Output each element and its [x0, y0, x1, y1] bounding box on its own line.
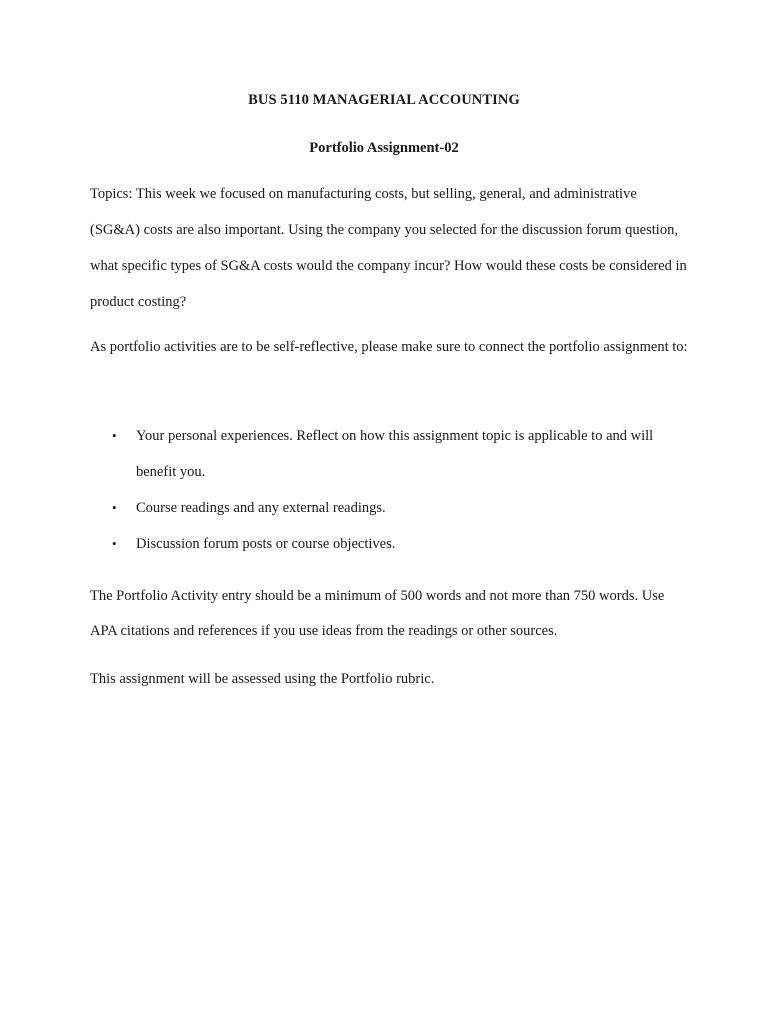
- list-item-text: Your personal experiences. Reflect on how this assignment topic is applicable to and will benefit you.: [136, 428, 654, 480]
- list-item: [90, 490, 690, 526]
- bullet-icon: •: [112, 428, 117, 443]
- length-requirements-paragraph: The Portfolio Activity entry should be a minimum of 500 words and not more than 750 words. Use APA citations and references if you use ideas from the readings or other sources.: [90, 588, 665, 639]
- list-item: [90, 526, 690, 562]
- reflection-paragraph: As portfolio activities are to be self-reflective, please make sure to connect the portfolio assignment to:: [90, 339, 688, 355]
- bullet-icon: •: [112, 500, 117, 515]
- assignment-title: Portfolio Assignment-02: [309, 140, 459, 156]
- bullet-icon: •: [112, 536, 117, 551]
- connection-list: [90, 418, 690, 562]
- course-title: BUS 5110 MANAGERIAL ACCOUNTING: [248, 92, 520, 108]
- list-item-text: Discussion forum posts or course objectives.: [136, 536, 396, 552]
- list-item: [90, 418, 690, 490]
- assessment-paragraph: This assignment will be assessed using the Portfolio rubric.: [90, 671, 435, 687]
- topics-paragraph: Topics: This week we focused on manufacturing costs, but selling, general, and administrative (SG&A) costs are also important. Using the company you selected for the discussion forum question, what specific types of SG&A costs would the company incur? How would these costs be considered in product costing?: [90, 186, 687, 310]
- list-item-text: Course readings and any external readings.: [136, 500, 386, 516]
